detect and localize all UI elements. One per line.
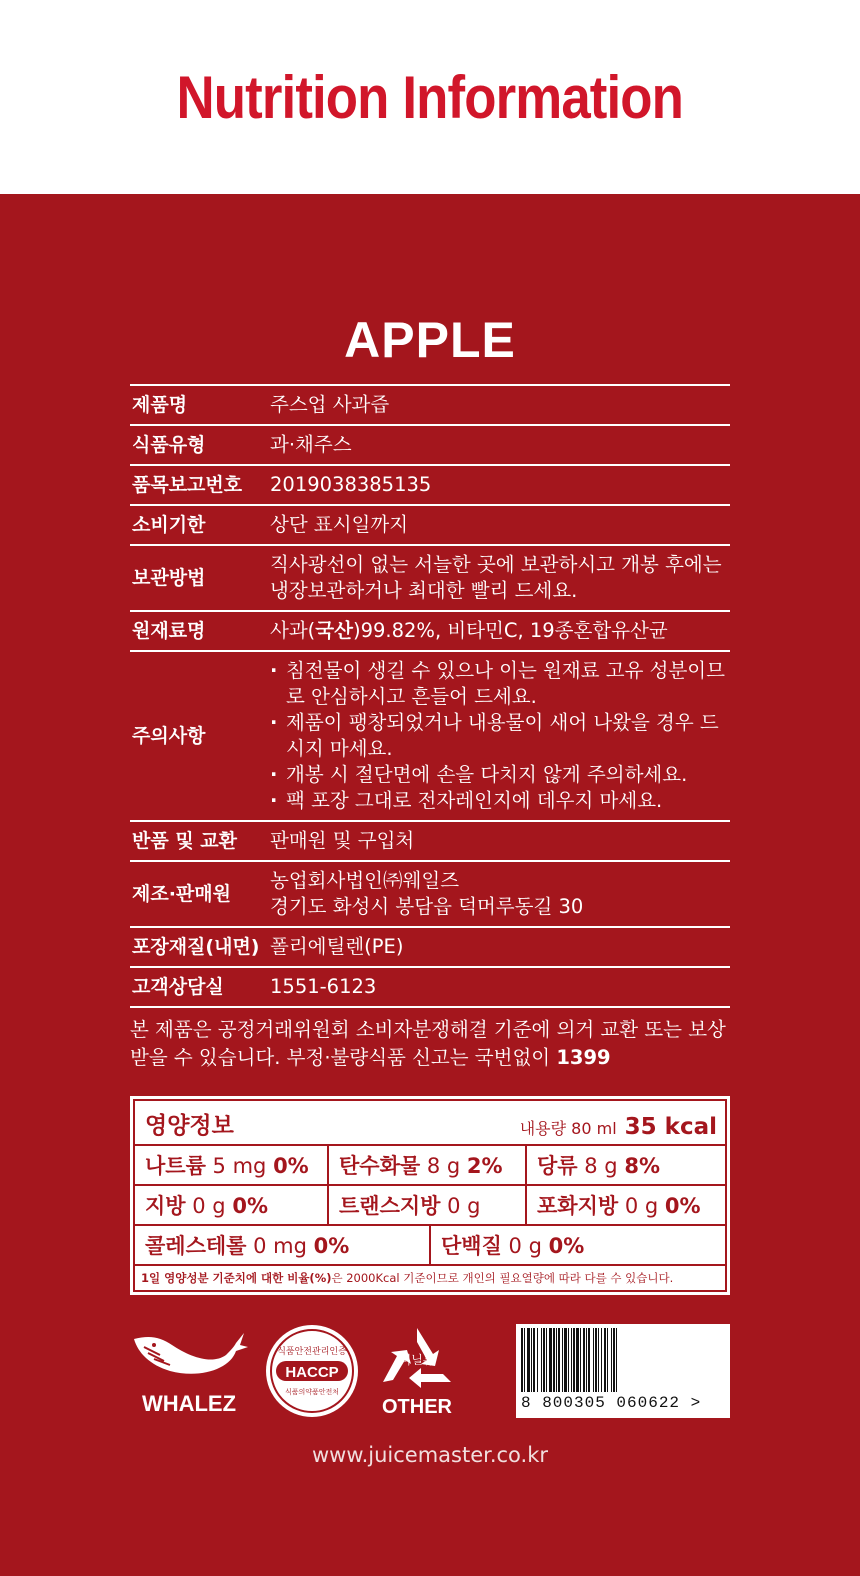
nutrient-amount: 5 mg: [212, 1154, 267, 1178]
nutrition-summary: [520, 1114, 717, 1140]
volume-text: 내용량 80 ml: [519, 1119, 617, 1138]
info-key: 고객상담실: [130, 967, 270, 1007]
page-title: Nutrition Information: [176, 63, 684, 131]
info-value: [270, 651, 730, 821]
info-value: 1551-6123: [270, 967, 730, 1007]
nutrition-header: [135, 1101, 725, 1146]
ingredient-text: )99.82%, 비타민C, 19종혼합유산균: [352, 619, 668, 642]
info-value: 판매원 및 구입처: [270, 821, 730, 861]
info-row: [130, 545, 730, 611]
nutrient-pct: 8%: [624, 1154, 660, 1178]
nutrient-cell: [135, 1226, 431, 1264]
info-row: [130, 651, 730, 821]
manufacturer-address: 경기도 화성시 봉담읍 덕머루동길 30: [270, 895, 584, 918]
nutrient-pct: 0%: [548, 1234, 585, 1258]
nutrient-name: 콜레스테롤: [145, 1234, 247, 1258]
haccp-bottom-text: 식품의약품안전처: [284, 1388, 340, 1396]
info-key: 제조·판매원: [130, 861, 270, 927]
info-key: 주의사항: [130, 651, 270, 821]
nutrition-row: [135, 1186, 725, 1226]
recycle-mark: [372, 1324, 462, 1419]
nutrition-title: 영양정보: [145, 1113, 234, 1139]
info-row: [130, 465, 730, 505]
report-number: 1399: [556, 1046, 611, 1069]
caution-item: · 제품이 팽창되었거나 내용물이 새어 나왔을 경우 드시지 마세요.: [270, 710, 730, 762]
nutrient-amount: 8 g: [584, 1154, 618, 1178]
info-value: [270, 861, 730, 927]
info-row: [130, 611, 730, 651]
info-row: [130, 821, 730, 861]
nutrient-pct: 2%: [466, 1154, 503, 1178]
info-row: [130, 425, 730, 465]
footnote-text: 은 2000Kcal 기준이므로 개인의 필요열량에 따라 다를 수 있습니다.: [331, 1271, 674, 1285]
info-row: [130, 861, 730, 927]
brand-name: WHALEZ: [141, 1391, 237, 1416]
barcode-number: 8 800305 060622 >: [521, 1394, 702, 1412]
kcal-text: 35 kcal: [624, 1114, 717, 1140]
nutrient-name: 포화지방: [537, 1194, 619, 1218]
caution-item: · 침전물이 생길 수 있으나 이는 원재료 고유 성분이므로 안심하시고 흔들어 드세요.: [270, 658, 730, 710]
nutrient-cell: [329, 1146, 527, 1184]
caution-item: · 팩 포장 그대로 전자레인지에 데우지 마세요.: [270, 788, 730, 814]
haccp-mid-text: HACCP: [285, 1364, 339, 1381]
nutrient-amount: 0 g: [447, 1194, 481, 1218]
manufacturer-name: 농업회사법인㈜웨일즈: [270, 869, 460, 892]
recycle-icon: [377, 1324, 457, 1392]
label-panel: [0, 314, 860, 1467]
nutrient-name: 당류: [537, 1154, 578, 1178]
certification-logos: [130, 1321, 730, 1421]
nutrient-pct: 0%: [664, 1194, 701, 1218]
info-key: 보관방법: [130, 545, 270, 611]
nutrient-name: 지방: [145, 1194, 186, 1218]
nutrient-amount: 8 g: [426, 1154, 461, 1178]
barcode-bar: [617, 1328, 619, 1392]
product-name: APPLE: [344, 312, 516, 368]
nutrition-box: [133, 1099, 727, 1292]
nutrient-amount: 0 mg: [253, 1234, 307, 1258]
nutrition-row: [135, 1146, 725, 1186]
nutrient-amount: 0 g: [192, 1194, 226, 1218]
haccp-badge-icon: [262, 1321, 362, 1421]
nutrient-cell: [527, 1146, 725, 1184]
info-value: 직사광선이 없는 서늘한 곳에 보관하시고 개봉 후에는 냉장보관하거나 최대한 빨리 드세요.: [270, 545, 730, 611]
notice-text: 본 제품은 공정거래위원회 소비자분쟁해결 기준에 의거 교환 또는 보상받을 수 있습니다. 부정·불량식품 신고는 국번없이: [130, 1018, 726, 1069]
brand-logo: [130, 1325, 248, 1417]
info-row: [130, 927, 730, 967]
recycle-label: OTHER: [382, 1395, 452, 1418]
nutrient-cell: [135, 1146, 329, 1184]
haccp-top-text: 식품안전관리인증: [277, 1347, 347, 1357]
nutrient-name: 나트륨: [145, 1154, 206, 1178]
caution-item: · 개봉 시 절단면에 손을 다치지 않게 주의하세요.: [270, 762, 730, 788]
nutrient-amount: 0 g: [508, 1234, 542, 1258]
nutrient-amount: 0 g: [624, 1194, 659, 1218]
caution-list: [270, 658, 730, 814]
info-value: 주스업 사과즙: [270, 385, 730, 425]
nutrient-cell: [135, 1186, 329, 1224]
nutrient-name: 트랜스지방: [339, 1194, 441, 1218]
nutrient-cell: [527, 1186, 725, 1224]
barcode-bars: [521, 1328, 725, 1392]
info-key: 반품 및 교환: [130, 821, 270, 861]
whale-icon: [130, 1325, 248, 1385]
footnote-bold: 1일 영양성분 기준치에 대한 비율(%): [141, 1271, 332, 1285]
header: [0, 0, 860, 194]
nutrient-cell: [431, 1226, 725, 1264]
nutrient-cell: [329, 1186, 527, 1224]
nutrient-pct: 0%: [313, 1234, 350, 1258]
ingredient-text: 사과(: [270, 619, 316, 642]
consumer-notice: [130, 1016, 730, 1072]
website-url: www.juicemaster.co.kr: [311, 1443, 548, 1467]
info-value: 2019038385135: [270, 465, 730, 505]
nutrient-pct: 0%: [273, 1154, 309, 1178]
product-info-table: [130, 384, 730, 1008]
info-value: [270, 611, 730, 651]
info-key: 품목보고번호: [130, 465, 270, 505]
info-value: 폴리에틸렌(PE): [270, 927, 730, 967]
nutrition-footnote: [135, 1266, 725, 1290]
nutrient-name: 탄수화물: [339, 1154, 421, 1178]
info-row: [130, 385, 730, 425]
origin-text: 국산: [315, 619, 353, 642]
info-row: [130, 967, 730, 1007]
info-value: 과·채주스: [270, 425, 730, 465]
nutrition-facts: [130, 1096, 730, 1295]
nutrition-row: [135, 1226, 725, 1266]
recycle-inner-text: 비닐류: [399, 1352, 435, 1367]
info-key: 식품유형: [130, 425, 270, 465]
info-key: 원재료명: [130, 611, 270, 651]
info-row: [130, 505, 730, 545]
nutrient-pct: 0%: [232, 1194, 268, 1218]
barcode: [516, 1324, 730, 1418]
info-key: 소비기한: [130, 505, 270, 545]
info-key: 제품명: [130, 385, 270, 425]
info-key: 포장재질(내면): [130, 927, 270, 967]
info-value: 상단 표시일까지: [270, 505, 730, 545]
nutrient-name: 단백질: [441, 1234, 502, 1258]
